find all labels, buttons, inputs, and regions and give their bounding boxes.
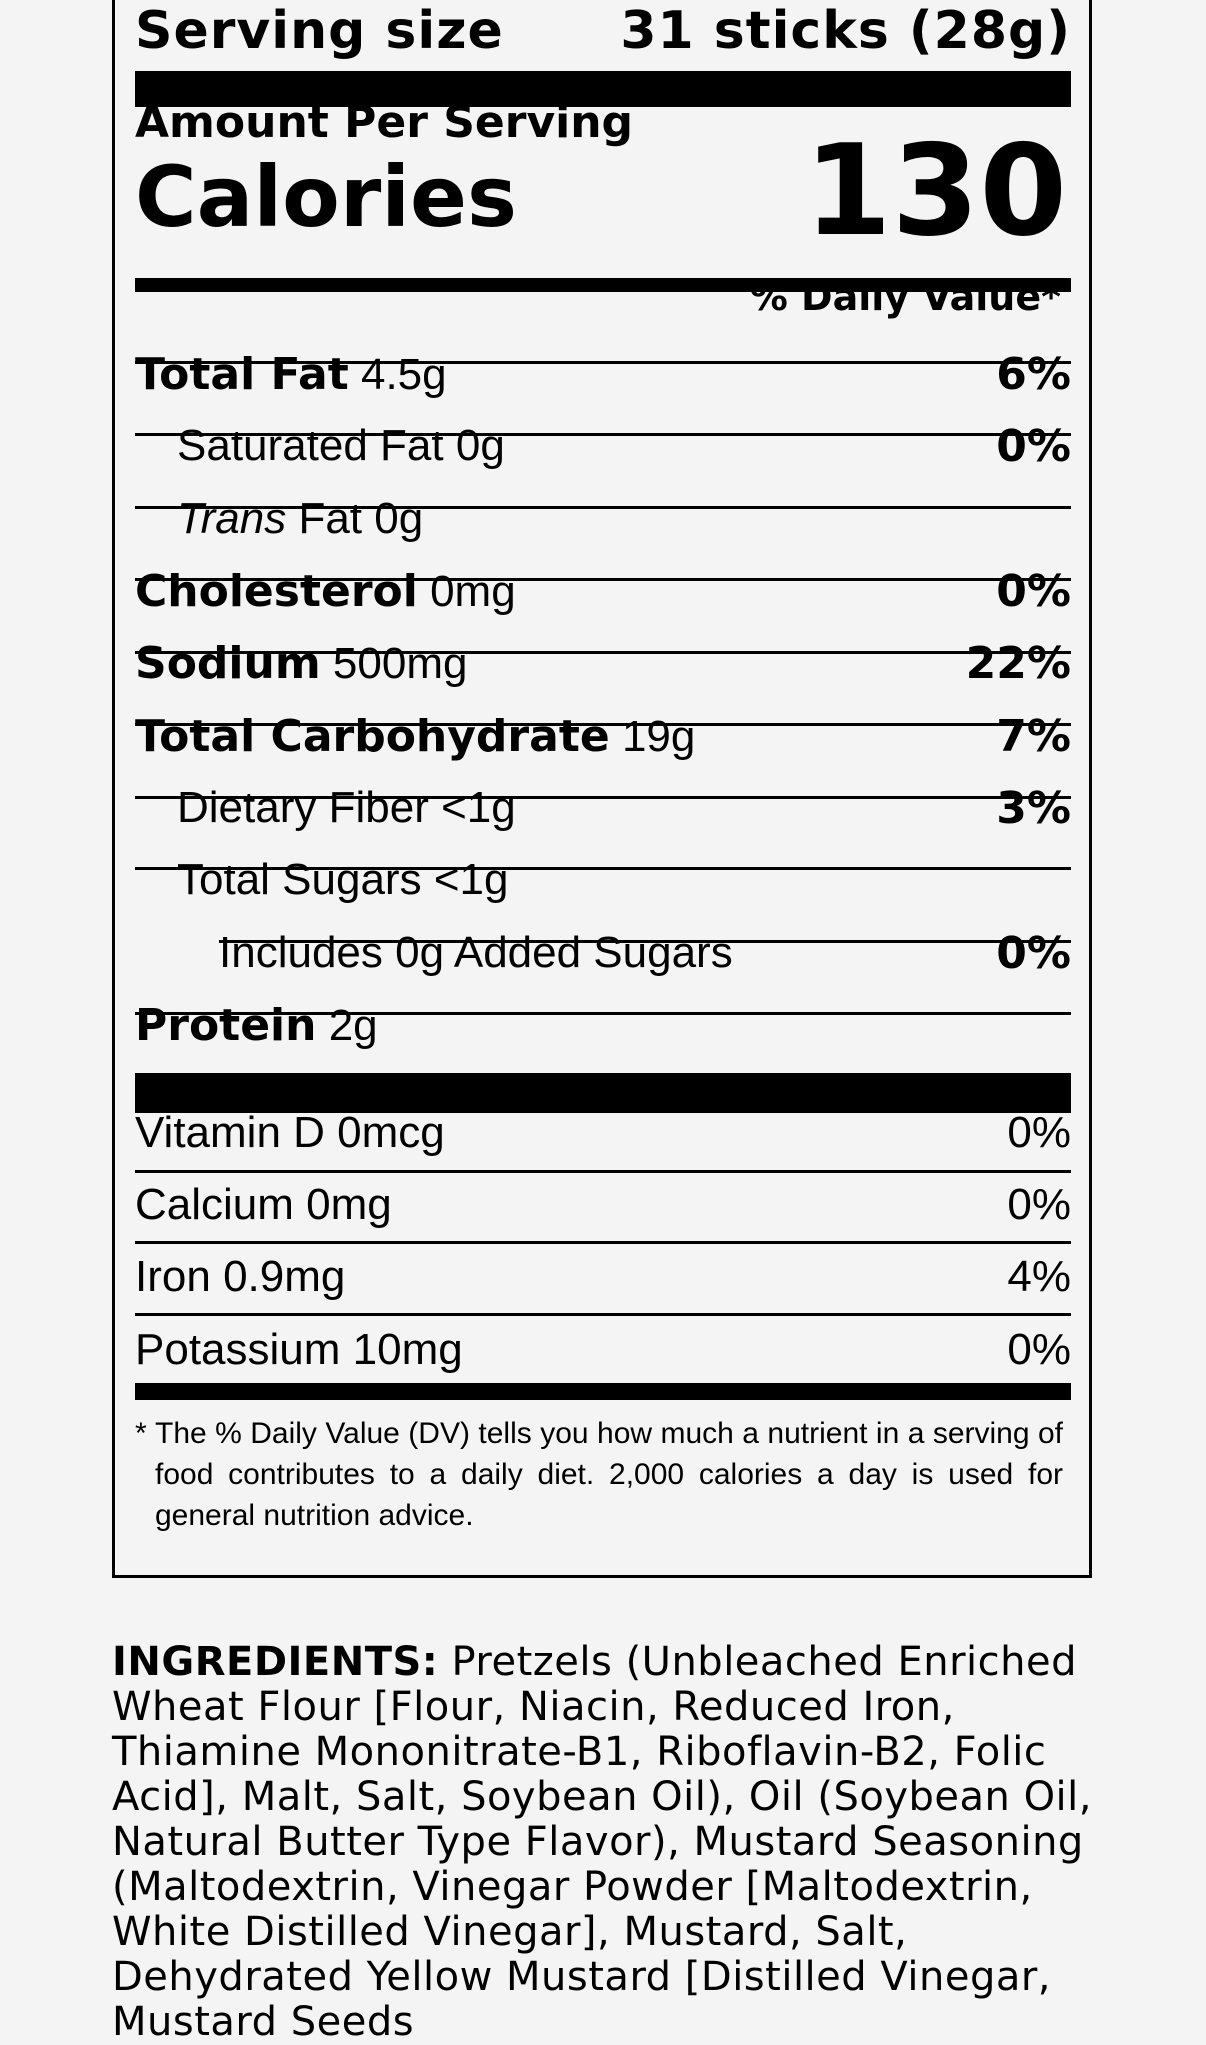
amount-per-serving: Amount Per Serving [135,97,634,148]
divider [135,1313,1071,1316]
serving-size-value: 31 sticks (28g) [620,1,1071,61]
nutrient-amount: 0mg [430,566,516,616]
nutrient-dv: 22% [965,637,1071,689]
vitamin-name: Potassium [135,1325,341,1374]
nutrient-amount: 4.5g [360,349,447,399]
nutrient-row-trans-fat [177,490,1071,548]
nutrient-name: Saturated Fat [177,421,444,470]
ingredients-list [112,1640,1097,2045]
vitamin-dv: 0% [1007,1325,1071,1374]
nutrient-name: Dietary Fiber [177,783,429,832]
nutrient-dv: 7% [996,710,1071,762]
nutrient-row-total-fat [135,345,1071,403]
daily-value-footnote [135,1413,1063,1536]
thick-divider-footnote [135,1383,1071,1400]
calories-label: Calories [135,148,518,246]
nutrient-dv: 0% [996,565,1071,617]
vitamin-dv: 0% [1007,1180,1071,1229]
calories-value: 130 [803,117,1067,264]
nutrient-name: Total Sugars [177,855,422,904]
divider [135,1241,1071,1244]
nutrient-name-italic: Trans [177,494,287,543]
vitamin-row-vitamin-d [135,1103,1071,1163]
nutrient-name: Includes 0g Added Sugars [219,928,733,977]
nutrient-amount: 0g [374,494,424,543]
nutrient-amount: 19g [621,711,696,761]
vitamin-dv: 4% [1007,1252,1071,1301]
nutrient-name: Fat [298,494,363,543]
nutrient-dv: 0% [996,927,1071,979]
vitamin-name: Iron [135,1252,211,1301]
nutrient-name: Total Fat [135,348,349,400]
serving-size-label: Serving size [135,1,504,61]
vitamin-row-iron [135,1247,1071,1307]
vitamin-row-potassium [135,1320,1071,1380]
ingredients-label: INGREDIENTS: [112,1639,439,1685]
vitamin-dv: 0% [1007,1108,1071,1157]
vitamin-name: Calcium [135,1180,294,1229]
nutrient-row-protein [135,996,1071,1054]
footnote-text: The % Daily Value (DV) tells you how much a nutrient in a serving of food contributes to a daily diet. 2,000 calories a day is used for general nutrition advice. [155,1417,1063,1532]
nutrient-row-cholesterol [135,562,1071,620]
daily-value-header: % Daily Value* [749,275,1061,319]
nutrient-row-saturated-fat [177,417,1071,475]
nutrient-row-sodium [135,634,1071,692]
nutrient-dv: 6% [996,348,1071,400]
nutrient-row-dietary-fiber [177,779,1071,837]
vitamin-amount: 0mcg [337,1108,445,1157]
divider [135,1170,1071,1173]
serving-size-row [135,1,1071,61]
nutrient-row-total-sugars [177,851,1071,909]
nutrient-name: Sodium [135,637,321,689]
nutrient-name: Cholesterol [135,565,418,617]
nutrient-name: Protein [135,999,317,1051]
nutrient-dv: 3% [996,782,1071,834]
nutrient-amount: <1g [441,783,516,832]
nutrient-amount: 500mg [332,638,468,688]
ingredients-text: Pretzels (Unbleached Enriched Wheat Flour [Flour, Niacin, Reduced Iron, Thiamine Mononitrate-B1, Riboflavin-B2, Folic Acid], Malt, Salt, Soybean Oil), Oil (Soybean Oil, Natural Butter Type Flavor), Mustard Seasoning (Maltodextrin, Vinegar Powder [Maltodextrin, White Distilled Vinegar], Mustard, Salt, Dehydrated Yellow Mustard [Distilled Vinegar, Mustard Seeds [112,1639,1092,2045]
nutrient-amount: 2g [328,1000,378,1050]
nutrient-row-total-carbohydrate [135,707,1071,765]
vitamin-amount: 0mg [306,1180,392,1229]
nutrient-amount: 0g [455,421,505,470]
vitamin-row-calcium [135,1175,1071,1235]
footnote-star: * [135,1417,147,1450]
vitamin-name: Vitamin D [135,1108,325,1157]
vitamin-amount: 10mg [352,1325,463,1374]
nutrient-dv: 0% [996,420,1071,472]
nutrient-row-added-sugars [219,924,1071,982]
vitamin-amount: 0.9mg [223,1252,346,1301]
nutrient-name: Total Carbohydrate [135,710,610,762]
nutrition-facts-label [112,0,1092,1578]
nutrient-amount: <1g [433,855,509,904]
